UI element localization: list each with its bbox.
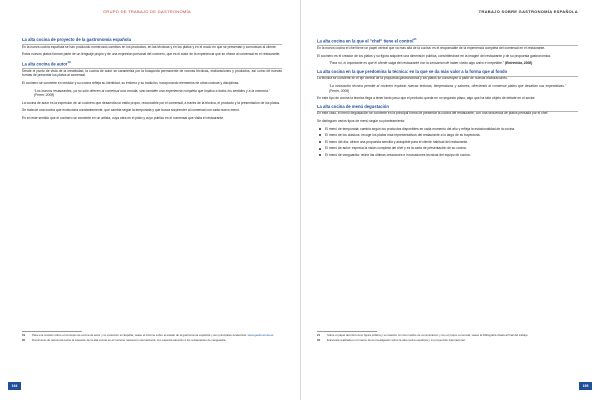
section	[317, 104, 578, 158]
footnote-separator	[317, 331, 377, 332]
paragraph: Se distinguen varios tipos de menú según su planteamiento:	[317, 118, 406, 123]
footnote	[317, 334, 578, 338]
footnote-separator	[22, 331, 82, 332]
paragraph: En la nueva cocina el chef tiene un papel central que va más allá de la cocina: es el responsable de la experiencia completa del comensal en el restaurante.	[317, 45, 546, 50]
list-item: El menú del día: ofrece una propuesta sencilla y asequible para el cliente habitual del restaurante.	[317, 140, 578, 145]
list-item: El menú de vanguardia: reúne las últimas creaciones e innovaciones técnicas del equipo de cocina.	[317, 153, 578, 158]
footnote-number: 20	[22, 338, 26, 343]
section-heading: La alta cocina de proyecto de la gastronomía española	[22, 37, 131, 42]
section	[22, 37, 282, 57]
page-number: 194	[8, 382, 21, 390]
section	[317, 69, 578, 101]
section	[22, 60, 282, 121]
paragraph: Se trata de una cocina que evoluciona constantemente, que cambia según la temporada y que busca sorprender al comensal con cada nuevo menú.	[22, 108, 240, 113]
section-heading: La alta cocina de autor$^{19}$	[22, 59, 71, 67]
quote-source: (Ferrer, 2008)	[329, 88, 350, 93]
paragraph: La cocina de autor es la expresión de un cocinero que desarrolla un estilo propio, reconocible por el comensal, a través de la técnica, el producto y la presentación de los platos.	[22, 100, 281, 105]
running-header: GRUPO DE TRABAJO DE GASTRONOMÍA	[103, 9, 191, 14]
page-content	[317, 34, 578, 360]
section-heading: La alta cocina de menú degustación	[317, 103, 389, 109]
block-quote: "La innovación técnica permite al cocinero explorar nuevas texturas, temperaturas y sabores, ofreciendo al comensal platos que desafían sus expectativas." (Ferrer, 2008)	[329, 83, 566, 93]
list-item: El menú de los clásicos: recoge los platos más representativos del restaurante a lo largo de su trayectoria.	[317, 133, 578, 138]
footnote	[317, 339, 578, 343]
paragraph: En este caso, el menú degustación se convierte en la principal forma de presentar la cocina del restaurante, con una secuencia de platos pensada por el chef.	[317, 111, 549, 116]
footnote-link[interactable]: www.gastronomia.es	[247, 332, 274, 337]
section-heading: La alta cocina en la que predomina la técnica: en la que se da más valor a la forma que al fondo	[317, 68, 508, 74]
list-item: El menú de temporada: cambia según los productos disponibles en cada momento del año y refleja la estacionalidad de la cocina.	[317, 127, 578, 132]
footnote	[22, 334, 282, 338]
footnote-number: 22	[317, 338, 321, 343]
block-quote: "Para mí, lo importante es que el cliente salga del restaurante con la sensación de haber vivido algo único e irrepetible." (Entrevista, 2008)	[329, 61, 533, 66]
bullet-list	[317, 127, 578, 158]
paragraph: En la nueva cocina española se han producido numerosos cambios en los productos, en las técnicas y en los platos y en el modo en que se presentan y comunican al cliente.	[22, 44, 277, 49]
quote-source: (Ferrer, 2008)	[34, 93, 55, 98]
footnote-number: 21	[317, 332, 321, 337]
paragraph: Desde el punto de vista de la creatividad, la cocina de autor se caracteriza por la búsqueda permanente de nuevas técnicas, elaboraciones y productos, así como de nuevas formas de presentar los platos al comensal.	[22, 68, 282, 78]
footnote-text: Sobre el papel del chef como figura pública y su relación con los medios de comunicación y con el propio comensal, véase la bibliografía citada al final del trabajo.	[327, 332, 529, 337]
footnotes	[317, 331, 578, 345]
footnote-text: Para una revisión sobre el concepto de cocina de autor y su evolución en España, véase el informe sobre el estado de la gastronomía española y sus principales tendencias.	[32, 332, 247, 337]
footnotes	[22, 331, 282, 345]
paragraph: La técnica se convierte en el eje central de la propuesta gastronómica y los platos se construyen a partir de nuevas elaboraciones.	[317, 76, 508, 81]
right-page	[300, 0, 600, 400]
paragraph: El cocinero se convierte en creador y su cocina refleja su identidad, su entorno y su tradición, incorporando elementos de otras cocinas y disciplinas.	[22, 80, 240, 85]
list-item: El menú de autor: expresa la visión completa del chef y es la carta de presentación de su cocina.	[317, 146, 578, 151]
footnote-marker: 21	[413, 37, 417, 41]
block-quote: "Los nuevos restaurantes, ya no sólo ofrecen al comensal una comida, sino también una experiencia completa que implica a todos los sentidos y a la memoria." (Ferrer, 2008)	[34, 88, 270, 98]
running-header: TRABAJO SOBRE GASTRONOMÍA ESPAÑOLA	[478, 9, 578, 14]
section	[317, 37, 578, 66]
footnote-text: Entrevista realizada en el marco de la investigación sobre la alta cocina española y su proyección internacional.	[327, 338, 466, 343]
page-content	[22, 34, 282, 360]
section-heading: La alta cocina en la que el "chef" tiene el control$^{21}$	[317, 37, 417, 44]
paragraph: Es en este sentido que el cocinero se convierte en un artista, cuya obra es el plato y cuyo público es el comensal que visita el restaurante.	[22, 115, 224, 120]
page-number: 195	[579, 382, 592, 390]
paragraph: En este tipo de cocina la técnica llega a tener tanto peso que el producto queda en un segundo plano, algo que ha sido objeto de debate en el sector.	[317, 96, 536, 101]
paragraph: El cocinero es el creador de los platos y su figura adquiere una dimensión pública, convirtiéndose en la imagen del restaurante y de su propuesta gastronómica.	[317, 53, 551, 58]
paragraph: Estos nuevos platos forman parte de un lenguaje propio y de una expresión personal del cocinero, que es el autor de la experiencia que se ofrece al comensal en el restaurante.	[22, 52, 281, 57]
footnote	[22, 339, 282, 343]
footnote-marker: 19	[67, 59, 71, 64]
footnote-text: Documento de referencia sobre la situación de la alta cocina en el contexto nacional e internacional, con especial atención a los restaurantes de vanguardia.	[32, 338, 227, 343]
footnote-number: 19	[22, 332, 26, 337]
quote-source: (Entrevista, 2008)	[504, 61, 533, 66]
